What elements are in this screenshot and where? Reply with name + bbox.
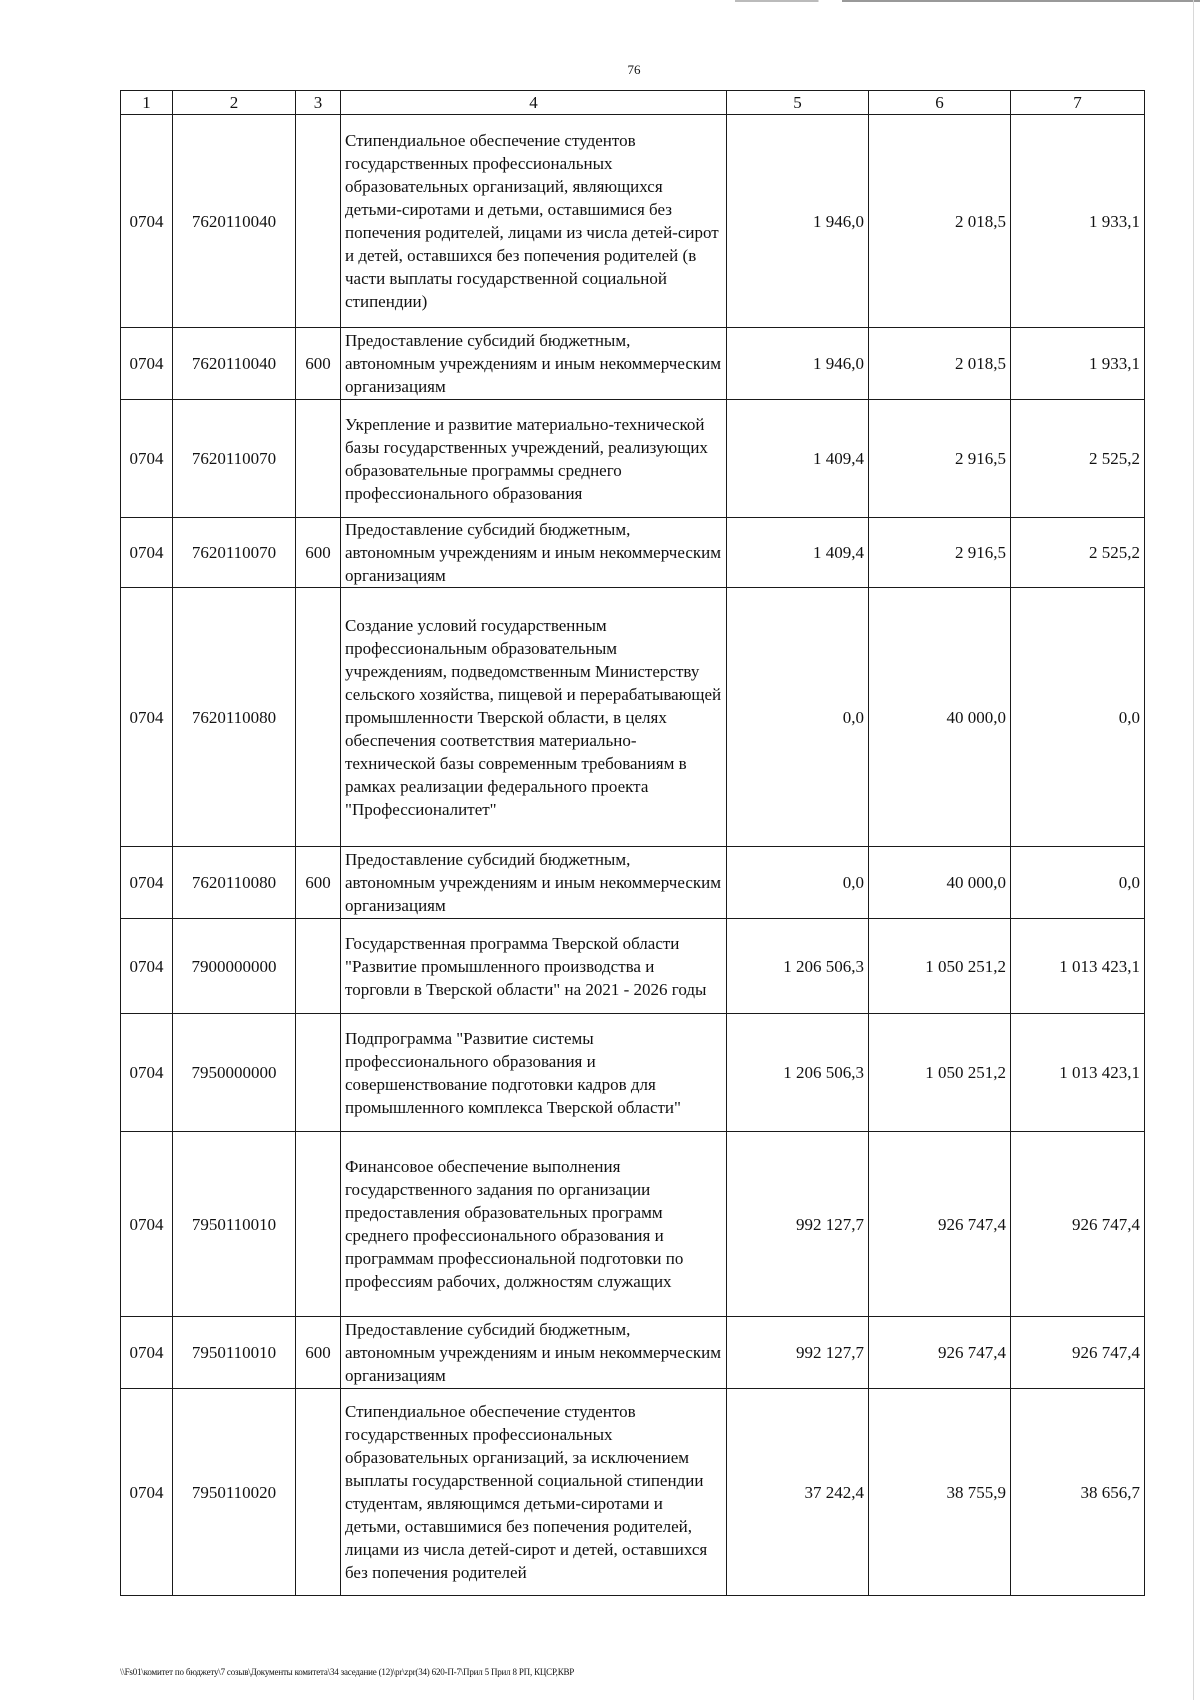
expense-type-cell: [296, 1014, 341, 1132]
section-code-cell: 0704: [121, 919, 173, 1014]
amount-year3-cell: 926 747,4: [1011, 1132, 1145, 1317]
column-header: 3: [296, 91, 341, 115]
item-name-cell: Предоставление субсидий бюджетным, автономным учреждениям и иным некоммерческим организациям: [341, 1317, 727, 1389]
target-article-cell: 7620110040: [173, 328, 296, 400]
amount-year1-cell: 1 206 506,3: [727, 1014, 869, 1132]
item-name-cell: Подпрограмма "Развитие системы профессионального образования и совершенствование подготовки кадров для промышленного комплекса Тверской области": [341, 1014, 727, 1132]
target-article-cell: 7950110020: [173, 1389, 296, 1596]
table-row: [121, 588, 1145, 847]
section-code-cell: 0704: [121, 1389, 173, 1596]
amount-year1-cell: 1 409,4: [727, 518, 869, 588]
section-code-cell: 0704: [121, 847, 173, 919]
column-header: 6: [869, 91, 1011, 115]
target-article-cell: 7620110040: [173, 115, 296, 328]
expense-type-cell: 600: [296, 1317, 341, 1389]
footer-file-path: \\Fs01\комитет по бюджету\7 созыв\Документы комитета\34 заседание (12)\pr\zpr(34) 620-П-7\Прил 5 Прил 8 РП, КЦСР,КВР: [120, 1667, 575, 1677]
scan-artifact-top: [735, 0, 1200, 2]
table-row: [121, 1317, 1145, 1389]
section-code-cell: 0704: [121, 400, 173, 518]
amount-year2-cell: 40 000,0: [869, 588, 1011, 847]
amount-year1-cell: 992 127,7: [727, 1132, 869, 1317]
amount-year1-cell: 1 946,0: [727, 328, 869, 400]
amount-year3-cell: 2 525,2: [1011, 518, 1145, 588]
section-code-cell: 0704: [121, 115, 173, 328]
table-row: [121, 1389, 1145, 1596]
table-row: [121, 847, 1145, 919]
item-name-cell: Финансовое обеспечение выполнения государственного задания по организации предоставления образовательных программ среднего профессионального образования и программам профессиональной подготовки по профессиям рабочих, должностям служащих: [341, 1132, 727, 1317]
target-article-cell: 7620110070: [173, 400, 296, 518]
amount-year2-cell: 2 018,5: [869, 328, 1011, 400]
amount-year3-cell: 0,0: [1011, 588, 1145, 847]
column-header: 1: [121, 91, 173, 115]
expense-type-cell: [296, 1389, 341, 1596]
amount-year2-cell: 40 000,0: [869, 847, 1011, 919]
item-name-cell: Предоставление субсидий бюджетным, автономным учреждениям и иным некоммерческим организациям: [341, 847, 727, 919]
target-article-cell: 7620110080: [173, 847, 296, 919]
section-code-cell: 0704: [121, 328, 173, 400]
amount-year2-cell: 926 747,4: [869, 1317, 1011, 1389]
table-row: [121, 115, 1145, 328]
table-row: [121, 328, 1145, 400]
expense-type-cell: [296, 115, 341, 328]
budget-table: [120, 90, 1145, 1596]
amount-year1-cell: 37 242,4: [727, 1389, 869, 1596]
section-code-cell: 0704: [121, 518, 173, 588]
amount-year3-cell: 1 013 423,1: [1011, 1014, 1145, 1132]
table-header-row: [121, 91, 1145, 115]
amount-year1-cell: 1 946,0: [727, 115, 869, 328]
amount-year2-cell: 2 018,5: [869, 115, 1011, 328]
section-code-cell: 0704: [121, 1132, 173, 1317]
item-name-cell: Укрепление и развитие материально-технической базы государственных учреждений, реализующих образовательные программы среднего профессионального образования: [341, 400, 727, 518]
section-code-cell: 0704: [121, 588, 173, 847]
item-name-cell: Стипендиальное обеспечение студентов государственных профессиональных образовательных организаций, являющихся детьми-сиротами и детьми, оставшимися без попечения родителей, лицами из числа детей-сирот и детей, оставшихся без попечения родителей (в части выплаты государственной социальной стипендии): [341, 115, 727, 328]
table-row: [121, 1132, 1145, 1317]
amount-year1-cell: 0,0: [727, 588, 869, 847]
section-code-cell: 0704: [121, 1014, 173, 1132]
amount-year1-cell: 0,0: [727, 847, 869, 919]
amount-year1-cell: 992 127,7: [727, 1317, 869, 1389]
expense-type-cell: 600: [296, 518, 341, 588]
target-article-cell: 7900000000: [173, 919, 296, 1014]
table-row: [121, 919, 1145, 1014]
page-number: 76: [627, 62, 641, 77]
item-name-cell: Предоставление субсидий бюджетным, автономным учреждениям и иным некоммерческим организациям: [341, 328, 727, 400]
column-header: 2: [173, 91, 296, 115]
amount-year3-cell: 1 933,1: [1011, 328, 1145, 400]
amount-year2-cell: 38 755,9: [869, 1389, 1011, 1596]
target-article-cell: 7950000000: [173, 1014, 296, 1132]
amount-year1-cell: 1 206 506,3: [727, 919, 869, 1014]
amount-year2-cell: 1 050 251,2: [869, 919, 1011, 1014]
amount-year3-cell: 38 656,7: [1011, 1389, 1145, 1596]
amount-year2-cell: 926 747,4: [869, 1132, 1011, 1317]
target-article-cell: 7950110010: [173, 1132, 296, 1317]
item-name-cell: Стипендиальное обеспечение студентов государственных профессиональных образовательных организаций, за исключением выплаты государственной социальной стипендии студентам, являющимся детьми-сиротами и детьми, оставшимися без попечения родителей, лицами из числа детей-сирот и детей, оставшихся без попечения родителей: [341, 1389, 727, 1596]
amount-year3-cell: 926 747,4: [1011, 1317, 1145, 1389]
expense-type-cell: 600: [296, 847, 341, 919]
target-article-cell: 7950110010: [173, 1317, 296, 1389]
amount-year3-cell: 2 525,2: [1011, 400, 1145, 518]
expense-type-cell: [296, 1132, 341, 1317]
table-row: [121, 1014, 1145, 1132]
expense-type-cell: [296, 400, 341, 518]
table-row: [121, 518, 1145, 588]
amount-year3-cell: 0,0: [1011, 847, 1145, 919]
amount-year1-cell: 1 409,4: [727, 400, 869, 518]
amount-year2-cell: 2 916,5: [869, 400, 1011, 518]
section-code-cell: 0704: [121, 1317, 173, 1389]
table-row: [121, 400, 1145, 518]
column-header: 7: [1011, 91, 1145, 115]
item-name-cell: Создание условий государственным профессиональным образовательным учреждениям, подведомственным Министерству сельского хозяйства, пищевой и перерабатывающей промышленности Тверской области, в целях обеспечения соответствия материально-технической базы современным требованиям в рамках реализации федерального проекта "Профессионалитет": [341, 588, 727, 847]
column-header: 4: [341, 91, 727, 115]
expense-type-cell: 600: [296, 328, 341, 400]
amount-year2-cell: 1 050 251,2: [869, 1014, 1011, 1132]
item-name-cell: Государственная программа Тверской области "Развитие промышленного производства и торговли в Тверской области" на 2021 - 2026 годы: [341, 919, 727, 1014]
target-article-cell: 7620110080: [173, 588, 296, 847]
amount-year3-cell: 1 933,1: [1011, 115, 1145, 328]
amount-year3-cell: 1 013 423,1: [1011, 919, 1145, 1014]
expense-type-cell: [296, 588, 341, 847]
expense-type-cell: [296, 919, 341, 1014]
target-article-cell: 7620110070: [173, 518, 296, 588]
item-name-cell: Предоставление субсидий бюджетным, автономным учреждениям и иным некоммерческим организациям: [341, 518, 727, 588]
scan-artifact-right: [1193, 0, 1194, 1700]
column-header: 5: [727, 91, 869, 115]
amount-year2-cell: 2 916,5: [869, 518, 1011, 588]
